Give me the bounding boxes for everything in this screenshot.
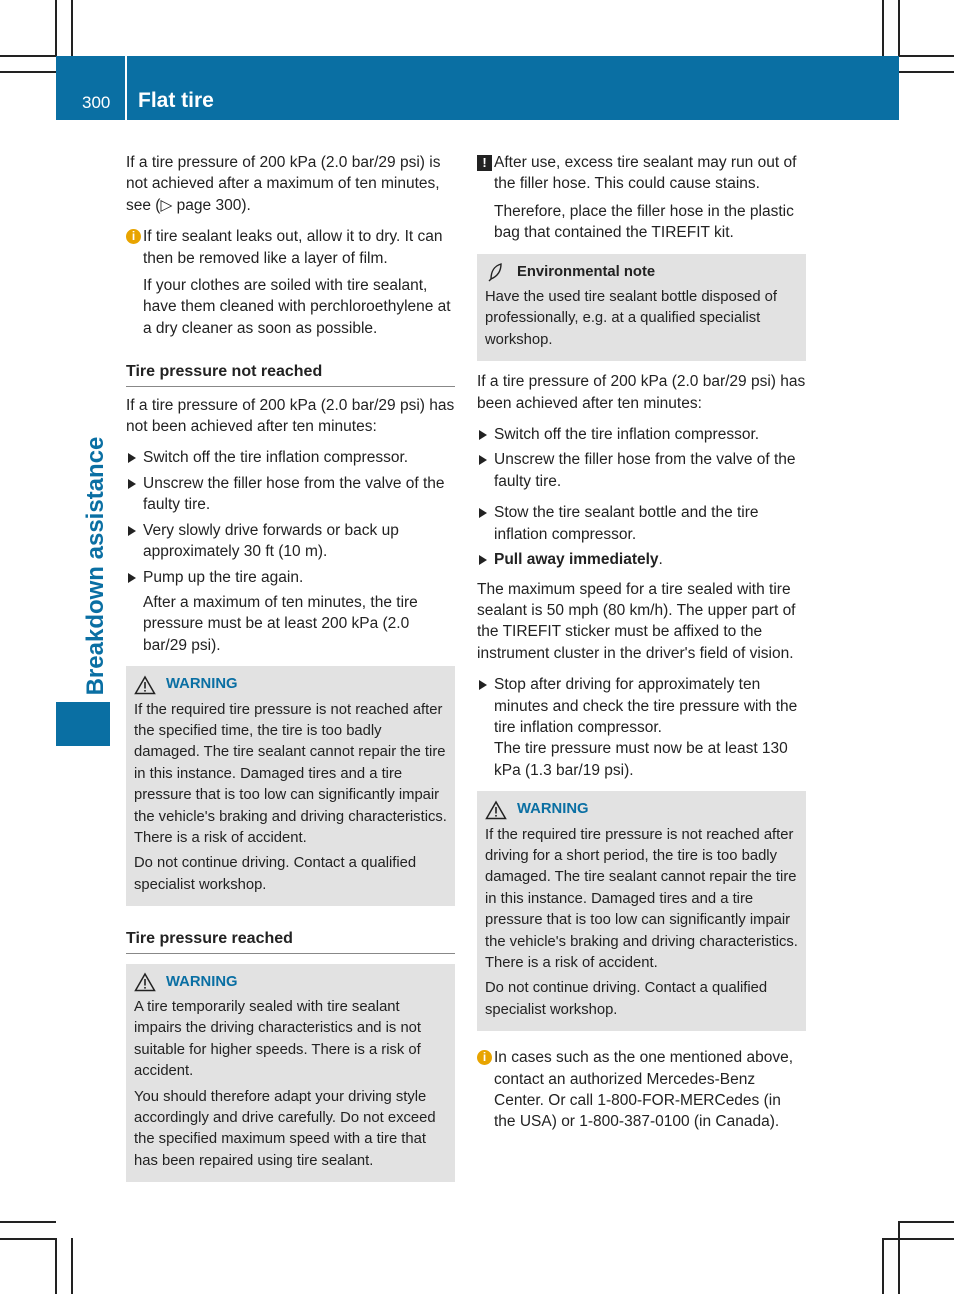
section-tab (56, 702, 110, 746)
crop-mark (0, 71, 56, 73)
step-note: The tire pressure must now be at least 130 kPa (1.3 bar/19 psi). (494, 740, 788, 779)
section-intro: If a tire pressure of 200 kPa (2.0 bar/29 psi) has not been achieved after ten minutes: (126, 396, 455, 436)
step-item: Very slowly drive forwards or back up approximately 30 ft (10 m). (126, 520, 455, 563)
warning-title (485, 799, 798, 820)
crop-mark (55, 1238, 57, 1294)
environmental-note-text: Have the used tire sealant bottle disposed of professionally, e.g. at a qualified specialist workshop. (485, 289, 778, 348)
crop-mark (0, 1238, 56, 1240)
step-note: After a maximum of ten minutes, the tire pressure must be at least 200 kPa (2.0 bar/29 psi). (143, 593, 418, 654)
warning-title (134, 674, 447, 695)
step-item: Pump up the tire again. (126, 567, 455, 588)
warning-title-text: WARNING (517, 801, 589, 818)
warning-title (134, 972, 447, 993)
info-icon: i (477, 1050, 492, 1065)
exclamation-icon: ! (477, 155, 492, 171)
warning-triangle-icon (485, 800, 507, 820)
step-item: Stow the tire sealant bottle and the tire inflation compressor. (477, 502, 806, 545)
crop-mark (0, 55, 56, 57)
warning-box (126, 666, 455, 906)
crop-mark (898, 0, 900, 56)
intro-paragraph: If a tire pressure of 200 kPa (2.0 bar/29 psi) is not achieved after a maximum of ten minutes, see (▷ page 300). (126, 154, 441, 214)
leaf-icon (485, 262, 507, 282)
warning-box (126, 964, 455, 1183)
step-item: Switch off the tire inflation compressor. (126, 447, 455, 468)
section-side-title: Breakdown assistance (82, 436, 109, 696)
warning-text: Do not continue driving. Contact a qualified specialist workshop. (485, 980, 768, 1018)
left-column (126, 152, 455, 1192)
crop-mark (71, 1238, 73, 1294)
chapter-title: Flat tire (138, 89, 214, 112)
crop-mark (899, 71, 954, 73)
warning-box (477, 791, 806, 1031)
info-text: If tire sealant leaks out, allow it to dry. It can then be removed like a layer of film. (143, 228, 443, 267)
info-note (477, 1047, 806, 1133)
caution-note (477, 152, 806, 244)
crop-mark (882, 0, 884, 56)
crop-mark (0, 1221, 56, 1223)
step-emphasis: Pull away immediately (494, 551, 659, 569)
warning-triangle-icon (134, 972, 156, 992)
step-item: Unscrew the filler hose from the valve of the faulty tire. (126, 473, 455, 516)
page-number: 300 (82, 93, 111, 112)
crop-mark (899, 1221, 954, 1223)
warning-title-text: WARNING (166, 676, 238, 693)
crop-mark (71, 0, 73, 56)
max-speed-paragraph: The maximum speed for a tire sealed with tire sealant is 50 mph (80 km/h). The upper part of the TIREFIT sticker must be affixed to the instrument cluster in the driver's field of vision. (477, 580, 796, 662)
environmental-note-title (485, 262, 798, 283)
crop-mark (882, 1238, 954, 1240)
caution-text: After use, excess tire sealant may run out of the filler hose. This could cause stains. (494, 154, 797, 193)
step-item: Stop after driving for approximately ten minutes and check the tire pressure with the tire inflation compressor. (477, 674, 806, 738)
warning-text: A tire temporarily sealed with tire sealant impairs the driving characteristics and is not suitable for higher speeds. There is a risk of accident. (134, 999, 422, 1080)
info-text: If your clothes are soiled with tire sealant, have them cleaned with perchloroethylene at a dry cleaner as soon as possible. (143, 277, 451, 337)
caution-text: Therefore, place the filler hose in the plastic bag that contained the TIREFIT kit. (494, 202, 794, 242)
warning-text: If the required tire pressure is not reached after driving for a short period, the tire is too badly damaged. The tire sealant cannot repair the tire in this instance. Damaged tires and a tire pressure that is too low can significantly impair the vehicle's braking and driving characteristics. There is a risk of accident. (485, 826, 798, 971)
warning-text: You should therefore adapt your driving style accordingly and drive carefully. Do not exceed the specified maximum speed with a tire that has been repaired using tire sealant. (134, 1088, 436, 1169)
crop-mark (55, 0, 57, 56)
right-column (477, 152, 806, 1139)
info-note (126, 226, 455, 339)
step-item: Switch off the tire inflation compressor. (477, 424, 806, 445)
page-header (56, 56, 899, 120)
section-heading-not-reached: Tire pressure not reached (126, 361, 455, 386)
crop-mark (899, 55, 954, 57)
header-divider (125, 56, 127, 120)
info-text: In cases such as the one mentioned above, contact an authorized Mercedes-Benz Center. Or call 1-800-FOR-MERCedes (in the USA) or 1-800-387-0100 (in Canada). (494, 1049, 794, 1131)
environmental-note-box (477, 254, 806, 362)
crop-mark (882, 1238, 884, 1294)
environmental-note-title-text: Environmental note (517, 263, 656, 280)
warning-text: Do not continue driving. Contact a qualified specialist workshop. (134, 855, 417, 893)
warning-triangle-icon (134, 675, 156, 695)
info-icon: i (126, 229, 141, 244)
step-item: Unscrew the filler hose from the valve of the faulty tire. (477, 449, 806, 492)
crop-mark (898, 1221, 900, 1294)
step-item-pull-away (477, 549, 806, 570)
warning-text: If the required tire pressure is not reached after the specified time, the tire is too badly damaged. The tire sealant cannot repair the tire in this instance. Damaged tires and a tire pressure that is too low can significantly impair the vehicle's braking and driving characteristics. There is a risk of accident. (134, 701, 447, 846)
warning-title-text: WARNING (166, 973, 238, 990)
section-heading-reached: Tire pressure reached (126, 928, 455, 953)
step-punctuation: . (658, 551, 663, 569)
achieved-intro: If a tire pressure of 200 kPa (2.0 bar/29 psi) has been achieved after ten minutes: (477, 373, 806, 412)
